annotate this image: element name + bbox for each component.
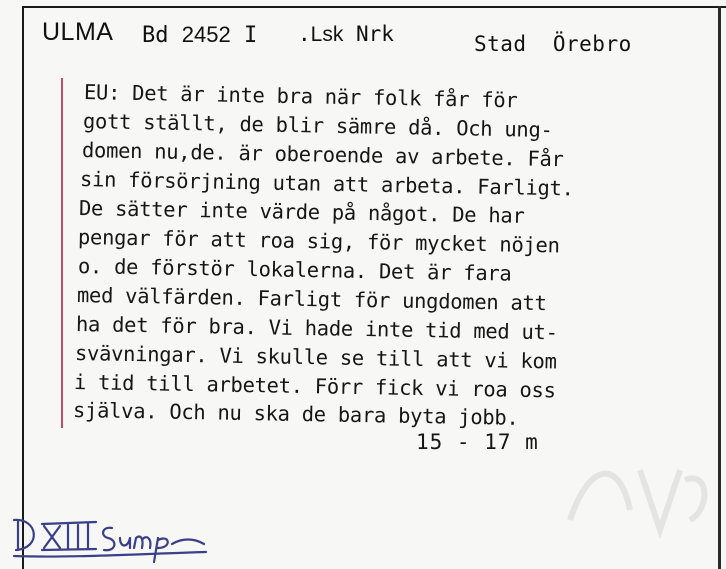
transcript-line: pengar för att roa sig, för mycket nöjen — [77, 225, 560, 258]
age-range: 15 - 17 m — [416, 430, 539, 454]
transcript-line: o. de förstör lokalerna. Det är fara — [77, 254, 512, 286]
transcript-line: EU: Det är inte bra när folk får för — [83, 80, 518, 113]
region-a: Lsk — [310, 23, 344, 46]
transcript-line: gott ställt, de blir sämre då. Och ung- — [82, 109, 553, 143]
volume-suffix: I — [243, 23, 258, 48]
ghost-bleed-mark — [560, 440, 710, 540]
transcript-line: sin försörjning utan att arbeta. Farligt. — [79, 167, 574, 201]
volume-prefix: Bd — [142, 23, 169, 48]
transcript-line: svävningar. Vi skulle se till att vi kom — [74, 341, 557, 374]
region-prefix: . — [298, 22, 311, 46]
transcript-line: själva. Och nu ska de bara byta jobb. — [72, 398, 519, 430]
handwritten-signature — [8, 508, 208, 566]
volume-number: 2452 — [181, 22, 231, 47]
transcript-line: ha det för bra. Vi hade inte tid med ut- — [75, 312, 558, 345]
transcript-line: med välfärden. Farligt för ungdomen att — [76, 283, 547, 316]
location-name: Örebro — [552, 32, 632, 56]
transcript-line: domen nu,de. är oberoende av arbete. Får — [81, 138, 564, 172]
transcript-line: i tid till arbetet. Förr fick vi roa oss — [73, 370, 556, 403]
location-label: Stad — [474, 32, 527, 56]
archive-code: ULMA — [42, 18, 114, 46]
transcript-line: De sätter inte värde på något. De har — [78, 196, 525, 228]
region-b: Nrk — [356, 22, 394, 46]
